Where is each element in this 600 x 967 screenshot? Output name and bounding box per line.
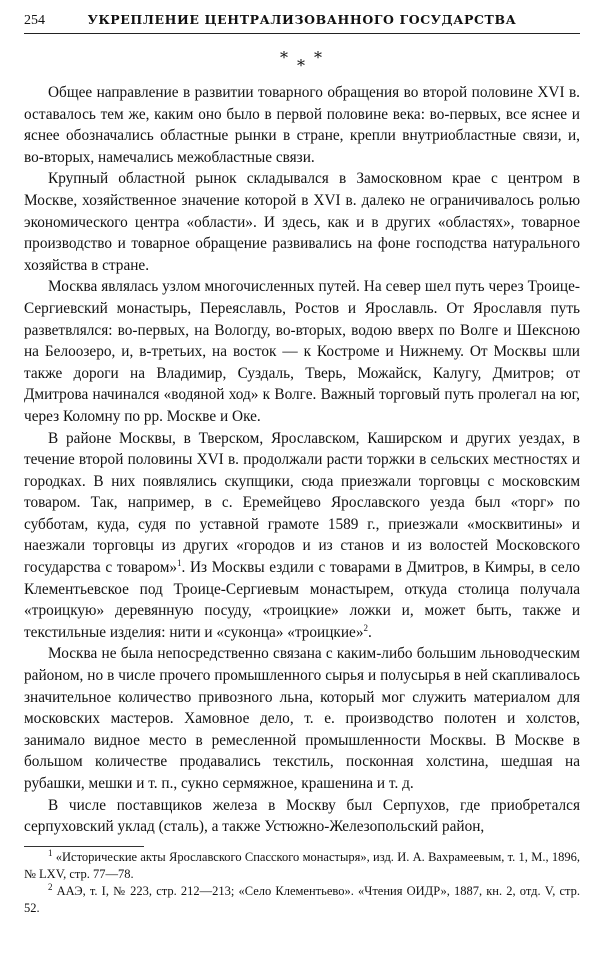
paragraph: Москва не была непосредственно связана с каким-либо большим льноводческим районом, но в числе прочего промышленного сырья и полусырья в ней скапливалось значительное количество привозного льна, который мог служить материалом для московских мастеров. Хамовное дело, т. е. производство полотен и холстов, занимало видное место в ремесленной промышленности Москвы. В Москве в большом количестве продавались текстиль, посконная холстина, шедшая на рубашки, мешки и т. п., сукно сермяжное, крашенина и т. д. — [24, 645, 580, 792]
footnote — [24, 883, 580, 917]
page-header — [24, 12, 580, 34]
page-number: 254 — [24, 13, 45, 28]
section-separator — [24, 48, 580, 76]
separator-star: * — [297, 56, 305, 75]
paragraph: В числе поставщиков железа в Москву был Серпухов, где приобретался серпуховский уклад (сталь), а также Устюжно-Железопольский район, — [24, 796, 580, 836]
paragraph: Крупный областной рынок складывался в Замосковном крае с центром в Москве, хозяйственное значение которой в XVI в. далеко не ограничивалось ролью экономического центра «области». И здесь, как и в других «областях», товарное производство и товарное обращение развивались на фоне господства натурального хозяйства в стране. — [24, 170, 580, 274]
footnote-mark: 1 — [48, 847, 53, 858]
paragraph — [24, 428, 580, 644]
document-page — [24, 12, 580, 917]
paragraph-text: . Из Москвы ездили с товарами в Дмитров, в Кимры, в село Клементьевское под Троице-Сергиевым монастырем, откуда столица получала «троицкую» деревянную посуду, «троицкие» ложки и, может быть, также и текстильные изделия: нити и «суконца» «троицкие» — [24, 559, 580, 641]
main-text — [24, 82, 580, 838]
footnote-reference: 2 — [363, 622, 368, 633]
separator-star: * — [314, 48, 322, 67]
footnote — [24, 849, 580, 883]
paragraph-text: В районе Москвы, в Тверском, Ярославском, Каширском и других уездах, в течение второй половины XVI в. продолжали расти торжки в сельских местностях и городках. В них появлялись скупщики, сюда приезжали торговцы с московским товаром. Так, например, в с. Еремейцево Ярославского уезда был «торг» по субботам, куда, судя по уставной грамоте 1589 г., приезжали «москвитины» и наезжали торговцы из других «городов и из станов и из волостей Московского государства с товаром» — [24, 429, 580, 577]
footnote-reference: 1 — [177, 557, 182, 568]
footnote-text: «Исторические акты Ярославского Спасского монастыря», изд. И. А. Вахрамеевым, т. 1, М., 1896, № LXV, стр. 77—78. — [24, 849, 580, 881]
footnotes — [24, 849, 580, 917]
footnote-text: ААЭ, т. I, № 223, стр. 212—213; «Село Клементьево». «Чтения ОИДР», 1887, кн. 2, отд. V, стр. 52. — [24, 883, 580, 915]
paragraph: Общее направление в развитии товарного обращения во второй половине XVI в. оставалось тем же, каким оно было в первой половине века: во-первых, все яснее и яснее обозначались областные рынки в стране, крепли внутриобластные связи, и, во-вторых, намечались межобластные связи. — [24, 84, 580, 166]
paragraph-text: . — [367, 623, 372, 641]
running-title: УКРЕПЛЕНИЕ ЦЕНТРАЛИЗОВАННОГО ГОСУДАРСТВА — [87, 12, 517, 27]
separator-star: * — [280, 48, 288, 67]
footnote-divider — [24, 846, 144, 847]
footnote-mark: 2 — [48, 881, 53, 892]
paragraph: Москва являлась узлом многочисленных путей. На север шел путь через Троице-Сергиевский монастырь, Переяславль, Ростов и Ярославль. От Ярославля путь разветвлялся: во-первых, на Вологду, во-вторых, водою вверх по Волге и Шексною на Белоозеро, и, в-третьих, на восток — к Костроме и Нижнему. От Москвы шли также дороги на Владимир, Суздаль, Тверь, Можайск, Калугу, Дмитров; от Дмитрова начинался «водяной ход» к Волге. Важный торговый путь пролегал на юг, через Коломну по рр. Москве и Оке. — [24, 278, 580, 425]
